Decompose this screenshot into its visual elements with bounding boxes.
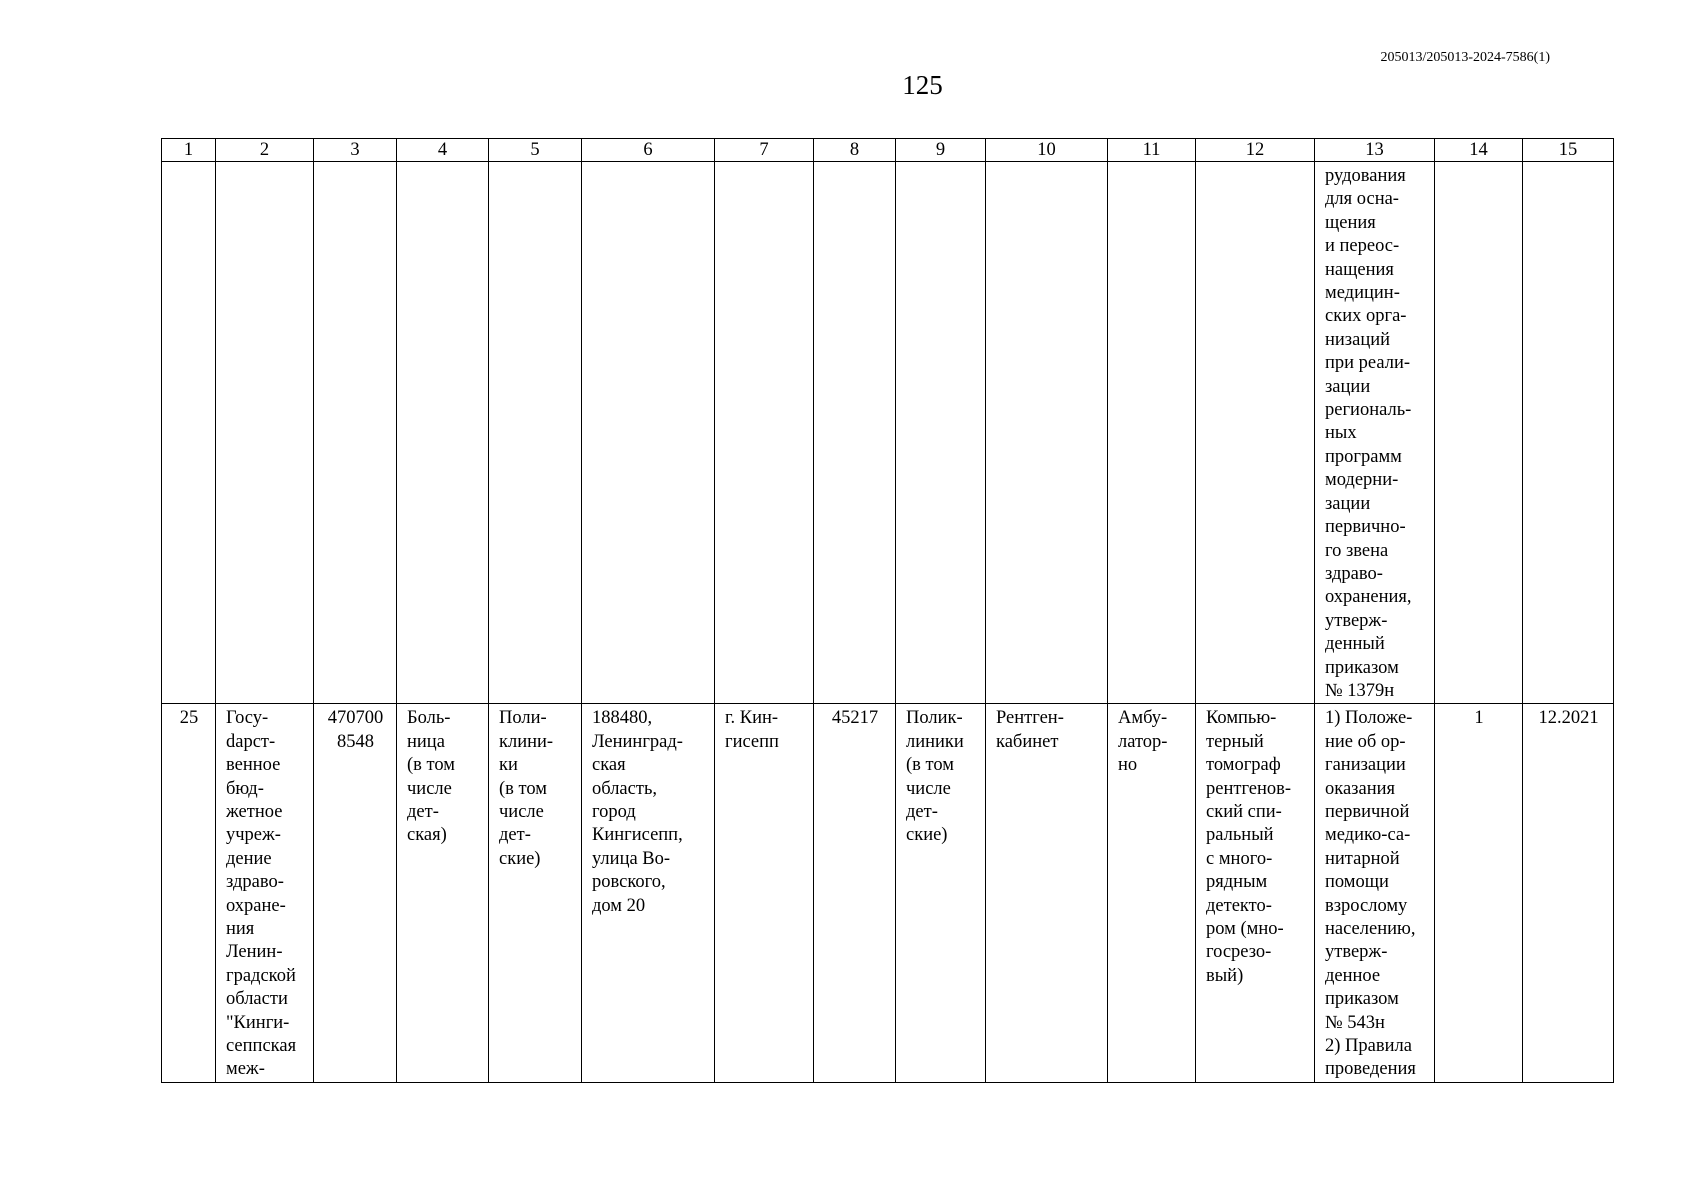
table-cell [715, 162, 814, 704]
row-number-cell: 25 [162, 704, 216, 1083]
subdivision-type-cell: Поли- клини- ки (в том числе дет- ские) [489, 704, 582, 1083]
column-header: 6 [582, 139, 715, 162]
column-header: 14 [1435, 139, 1523, 162]
organization-name-cell: Госу- dарст- венное бюд- жетное учреж- дение здраво- охране- ния Ленин- градской области "Кинги- сеппская меж- [216, 704, 314, 1083]
table-cell [1435, 162, 1523, 704]
column-header: 15 [1523, 139, 1614, 162]
table-cell [397, 162, 489, 704]
table-cell [1196, 162, 1315, 704]
column-header: 1 [162, 139, 216, 162]
regulation-cell: 1) Положе- ние об ор- ганизации оказания первичной медико-са- нитарной помощи взрослому населению, утверж- денное приказом № 543н 2) Правила проведения [1315, 704, 1435, 1083]
column-header: 8 [814, 139, 896, 162]
table-cell: рудования для осна- щения и переос- нащения медицин- ских орга- низаций при реали- зации региональ- ных программ модерни- зации первично- го звена здраво- охранения, утверж- денный приказом № 1379н [1315, 162, 1435, 704]
inn-cell: 470700 8548 [314, 704, 397, 1083]
address-cell: 188480, Ленинград- ская область, город Кингисепп, улица Во- ровского, дом 20 [582, 704, 715, 1083]
table-row-continuation [162, 162, 1614, 704]
table-header-row [162, 139, 1614, 162]
facility-type-cell: Боль- ница (в том числе дет- ская) [397, 704, 489, 1083]
table-row-25 [162, 704, 1614, 1083]
column-header: 11 [1108, 139, 1196, 162]
oktmo-cell: 45217 [814, 704, 896, 1083]
column-header: 5 [489, 139, 582, 162]
date-cell: 12.2021 [1523, 704, 1614, 1083]
quantity-cell: 1 [1435, 704, 1523, 1083]
column-header: 9 [896, 139, 986, 162]
care-condition-cell: Амбу- латор- но [1108, 704, 1196, 1083]
table-cell [1108, 162, 1196, 704]
locality-cell: г. Кин- гисепп [715, 704, 814, 1083]
column-header: 13 [1315, 139, 1435, 162]
table-cell [986, 162, 1108, 704]
document-id: 205013/205013-2024-7586(1) [1380, 50, 1550, 65]
column-header: 2 [216, 139, 314, 162]
table-cell [814, 162, 896, 704]
table-cell [314, 162, 397, 704]
data-table [161, 138, 1614, 1083]
column-header: 7 [715, 139, 814, 162]
table-cell [489, 162, 582, 704]
column-header: 10 [986, 139, 1108, 162]
table-cell [1523, 162, 1614, 704]
column-header: 3 [314, 139, 397, 162]
column-header: 4 [397, 139, 489, 162]
table-cell [162, 162, 216, 704]
page-number: 125 [902, 70, 943, 100]
unit-type-cell: Полик- линики (в том числе дет- ские) [896, 704, 986, 1083]
cabinet-cell: Рентген- кабинет [986, 704, 1108, 1083]
table-cell [582, 162, 715, 704]
column-header: 12 [1196, 139, 1315, 162]
table-cell [216, 162, 314, 704]
table-cell [896, 162, 986, 704]
equipment-cell: Компью- терный томограф рентгенов- ский спи- ральный с много- рядным детекто- ром (мно- госрезо- вый) [1196, 704, 1315, 1083]
